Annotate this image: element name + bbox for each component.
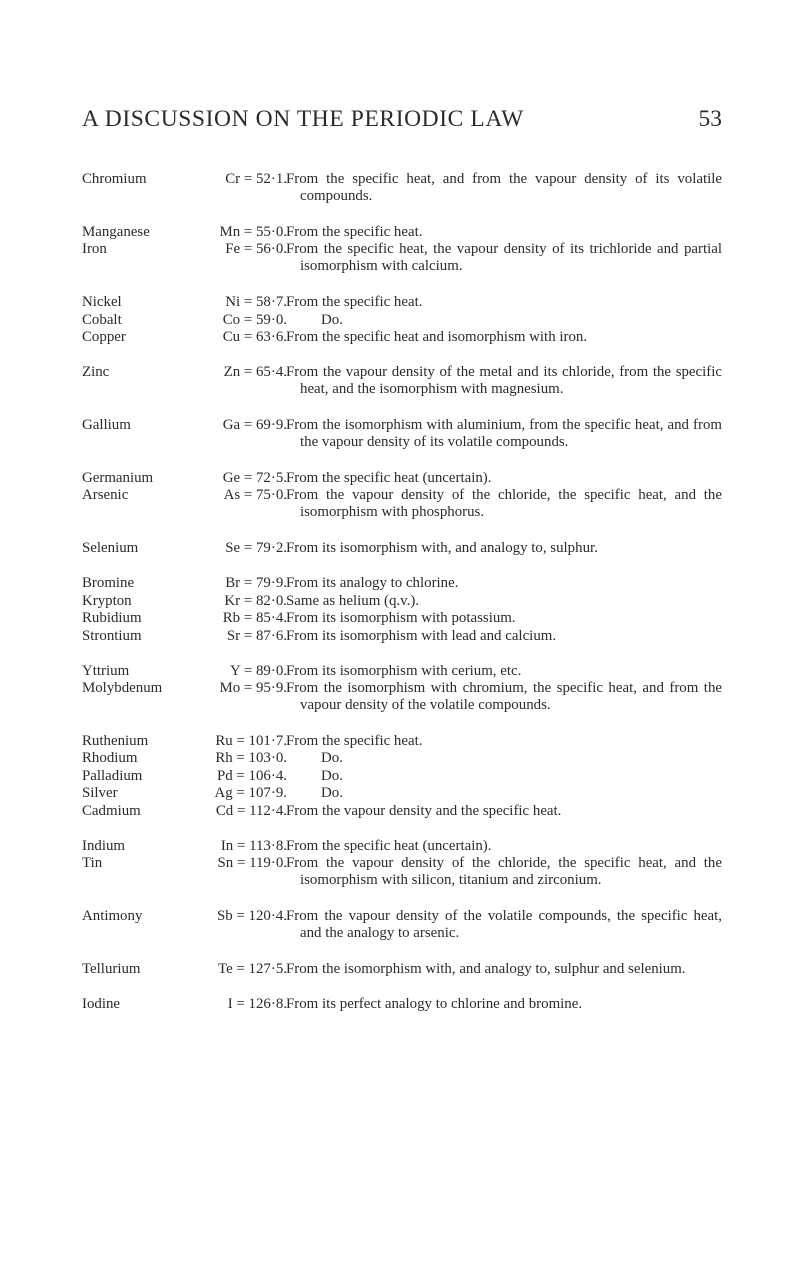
element-basis: From the specific heat (uncertain). (286, 838, 492, 854)
element-name: Iodine (82, 996, 121, 1012)
ditto-mark: Do. (321, 785, 343, 801)
element-name: Zinc (82, 364, 110, 380)
element-name: Germanium (82, 470, 154, 486)
running-header (82, 106, 722, 136)
element-name: Bromine (82, 575, 135, 591)
element-name: Krypton (82, 593, 132, 609)
ditto-mark: Do. (321, 312, 343, 328)
element-weight: Rb = 85·4. (222, 610, 287, 626)
element-name: Tin (82, 855, 103, 871)
element-weight: In = 113·8. (220, 838, 287, 854)
element-weight: I = 126·8. (227, 996, 287, 1012)
element-name: Cadmium (82, 803, 141, 819)
element-name: Silver (82, 785, 118, 801)
ditto-mark: Do. (321, 768, 343, 784)
element-name: Tellurium (82, 961, 141, 977)
element-weight: Ge = 72·5. (222, 470, 287, 486)
element-name: Palladium (82, 768, 143, 784)
element-basis (286, 750, 722, 767)
element-name: Gallium (82, 417, 131, 433)
element-basis: From the specific heat, and from the vapour density of its volatile compounds. (286, 171, 722, 205)
element-weight: Mn = 55·0. (219, 224, 287, 240)
element-basis: From the vapour density of the chloride, the specific heat, and the isomorphism with phosphorus. (286, 487, 722, 521)
element-basis: From the isomorphism with aluminium, from the specific heat, and from the vapour density of its volatile compounds. (286, 417, 722, 451)
element-weight: Kr = 82·0. (224, 593, 287, 609)
element-weight: Sr = 87·6. (226, 628, 287, 644)
element-basis: From the specific heat. (286, 733, 423, 749)
element-weight: Br = 79·9. (225, 575, 287, 591)
element-name: Chromium (82, 171, 147, 187)
element-name: Strontium (82, 628, 142, 644)
element-basis: From the specific heat. (286, 294, 423, 310)
element-name: Cobalt (82, 312, 122, 328)
element-basis (286, 785, 722, 802)
element-basis: From its isomorphism with lead and calcium. (286, 628, 557, 644)
element-weight: Ru = 101·7. (215, 733, 287, 749)
element-basis: From its isomorphism with, and analogy to, sulphur. (286, 540, 598, 556)
element-basis: From the specific heat (uncertain). (286, 470, 492, 486)
element-weight: As = 75·0. (223, 487, 287, 503)
element-name: Antimony (82, 908, 143, 924)
element-weight: Ag = 107·9. (214, 785, 287, 801)
element-basis (286, 768, 722, 785)
element-weight: Te = 127·5. (218, 961, 287, 977)
element-weight: Rh = 103·0. (215, 750, 287, 766)
element-basis: Same as helium (q.v.). (286, 593, 420, 609)
element-weight: Ni = 58·7. (225, 294, 287, 310)
element-weight: Y = 89·0. (229, 663, 287, 679)
page-title: A DISCUSSION ON THE PERIODIC LAW (82, 106, 524, 132)
element-weight: Cr = 52·1. (225, 171, 287, 187)
ditto-mark: Do. (321, 750, 343, 766)
element-name: Rhodium (82, 750, 138, 766)
element-basis: From the isomorphism with chromium, the specific heat, and from the vapour density of the volatile compounds. (286, 680, 722, 714)
element-weight: Sn = 119·0. (217, 855, 287, 871)
element-name: Iron (82, 241, 107, 257)
element-basis: From its analogy to chlorine. (286, 575, 459, 591)
element-basis: From the specific heat. (286, 224, 423, 240)
element-name: Molybdenum (82, 680, 163, 696)
element-basis: From the vapour density and the specific heat. (286, 803, 562, 819)
element-basis: From the specific heat and isomorphism with iron. (286, 329, 588, 345)
element-weight: Fe = 56·0. (225, 241, 287, 257)
element-basis: From the vapour density of the chloride, the specific heat, and the isomorphism with silicon, titanium and zirconium. (286, 855, 722, 889)
element-name: Manganese (82, 224, 150, 240)
element-weight: Mo = 95·9. (219, 680, 287, 696)
element-basis: From its isomorphism with potassium. (286, 610, 516, 626)
element-name: Yttrium (82, 663, 130, 679)
element-name: Selenium (82, 540, 139, 556)
element-basis (286, 312, 722, 329)
element-basis: From the vapour density of the metal and its chloride, from the specific heat, and the isomorphism with magnesium. (286, 364, 722, 398)
element-basis: From the isomorphism with, and analogy to, sulphur and selenium. (286, 961, 686, 977)
element-weight: Ga = 69·9. (222, 417, 287, 433)
page-number: 53 (698, 106, 722, 132)
element-weight: Cu = 63·6. (222, 329, 287, 345)
element-name: Rubidium (82, 610, 142, 626)
element-weight: Pd = 106·4. (216, 768, 287, 784)
element-name: Ruthenium (82, 733, 149, 749)
element-name: Arsenic (82, 487, 129, 503)
element-basis: From the specific heat, the vapour density of its trichloride and partial isomorphism with calcium. (286, 241, 722, 275)
element-name: Copper (82, 329, 126, 345)
element-weight: Cd = 112·4. (215, 803, 287, 819)
element-weight: Sb = 120·4. (216, 908, 287, 924)
element-weight: Zn = 65·4. (223, 364, 287, 380)
element-name: Indium (82, 838, 126, 854)
element-basis: From its perfect analogy to chlorine and bromine. (286, 996, 583, 1012)
element-weight: Co = 59·0. (222, 312, 287, 328)
element-basis: From its isomorphism with cerium, etc. (286, 663, 522, 679)
element-weight: Se = 79·2. (225, 540, 287, 556)
element-basis: From the vapour density of the volatile compounds, the specific heat, and the analogy to arsenic. (286, 908, 722, 942)
element-name: Nickel (82, 294, 122, 310)
